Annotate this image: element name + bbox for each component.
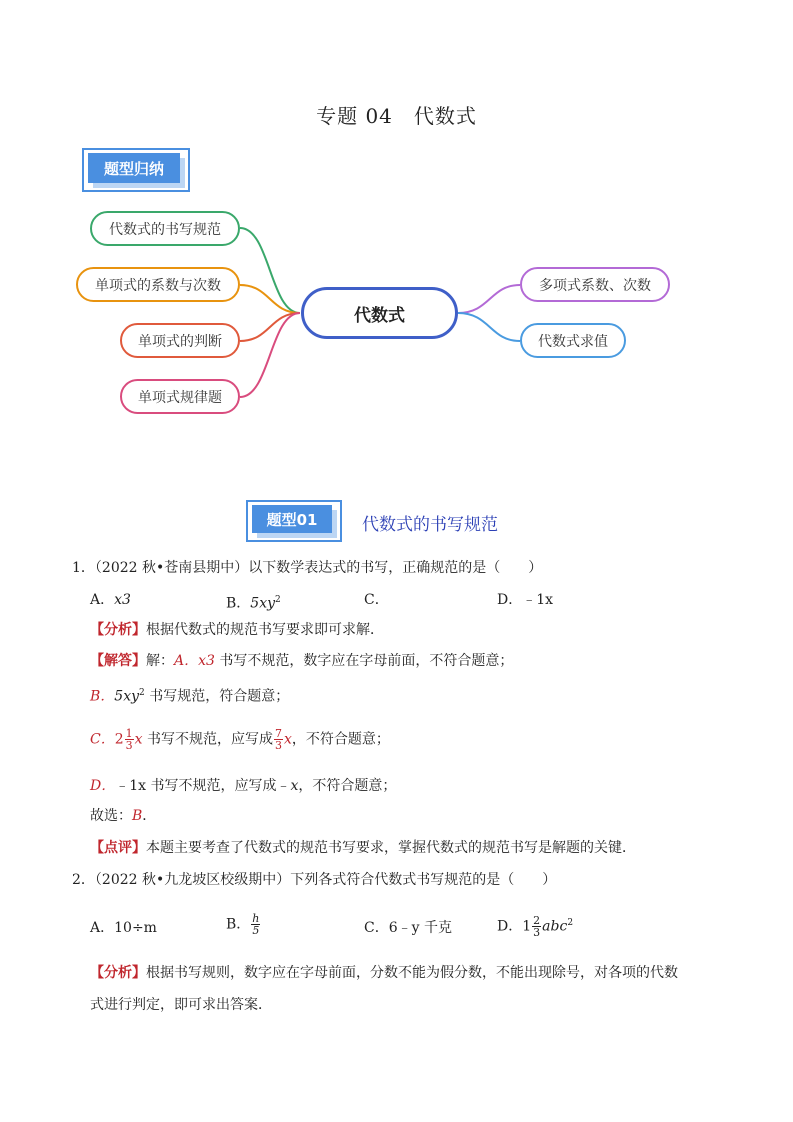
option-label: D． [497,918,523,935]
connector-right-2 [458,313,520,341]
choose-label: 故选： [90,808,132,824]
fraction [532,915,541,938]
option-label: A． [90,592,115,608]
mindmap-node-polynomial [520,267,670,302]
answer-option: C． [90,731,115,748]
node-label: 单项式规律题 [138,389,222,406]
fraction [274,728,283,751]
mindmap-center-node [301,287,458,339]
q1-option-a [90,590,131,610]
exponent: 2 [567,918,574,928]
type01-tag-label: 题型01 [266,510,318,529]
node-label: 代数式的书写规范 [109,221,221,238]
analysis-text: 根据书写规则，数字应在字母前面，分数不能为假分数，不能出现除号，对各项的代数 [146,965,678,981]
fraction-numerator: 1 [125,727,133,740]
option-value: x3 [114,592,131,608]
q1-option-d [497,590,553,610]
q1-option-c [364,590,389,610]
q2-option-b [226,913,261,936]
variable: abc [542,918,568,935]
answer-text: 书写不规范，应写成﹣ [146,778,291,794]
mindmap-node-writing-rules [90,211,240,246]
answer-text: ，不符合题意； [291,731,390,748]
comment-text: 本题主要考查了代数式的规范书写要求，掌握代数式的规范书写是解题的关键． [146,840,636,856]
option-label: A． [90,920,115,936]
type01-title: 代数式的书写规范 [362,515,498,535]
fraction-numerator: h [252,912,260,925]
node-label: 代数式求值 [538,333,608,350]
analysis-tag: 【分析】 [90,965,146,981]
q2-option-a [90,918,157,938]
mixed-whole: 1 [522,918,532,935]
option-label: C． [364,592,389,608]
fraction-denominator: 5 [252,924,260,937]
option-label: B． [226,595,251,612]
exponent: 2 [275,595,281,605]
answer-option: D． [90,778,116,794]
answer-text: ，不符合题意； [298,778,397,794]
variable: x [284,731,292,748]
option-label: C． [364,920,389,936]
q2-stem: 2．（2022 秋•九龙坡区校级期中）下列各式符合代数式书写规范的是（ ） [72,872,557,888]
answer-text: 书写不规范，数字应在字母前面，不符合题意； [214,653,514,669]
mindmap-node-evaluate [520,323,626,358]
option-label: B． [226,916,251,933]
option-value: 5xy [250,595,276,612]
q1-answer-a [90,651,513,671]
fraction [125,728,134,751]
answer-prefix: 解： [146,653,174,669]
fraction-denominator: 3 [275,739,282,752]
q2-option-c [364,918,452,938]
choose-end: ． [142,808,157,824]
option-label: D． [497,592,523,608]
type01-tag [252,505,332,533]
analysis-text: 根据代数式的规范书写要求即可求解． [146,622,384,638]
q1-option-b [226,590,281,614]
fraction-numerator: 2 [533,914,541,928]
answer-option: A．x3 [174,653,215,669]
answer-text: 书写不规范，应写成 [142,731,273,748]
choose-value: B [132,808,143,824]
q2-analysis-1 [90,963,678,983]
q1-answer-d [90,776,396,796]
answer-expr: 5xy [114,688,140,705]
mindmap-node-monomial-coefficient [76,267,240,302]
q1-answer-c [90,728,390,751]
fraction-denominator: 3 [533,926,541,940]
option-value: 6﹣y 千克 [388,920,452,936]
q1-analysis [90,620,384,640]
connector-left-3 [240,313,300,341]
q1-comment [90,838,636,858]
mindmap-center-label: 代数式 [354,305,405,326]
fraction [251,913,260,936]
mindmap-node-monomial-pattern [120,379,240,414]
q1-answer-b [90,683,289,707]
analysis-tag: 【分析】 [90,622,146,638]
mixed-whole: 2 [114,731,124,748]
fraction-numerator: 7 [275,727,282,740]
q2-analysis-2: 式进行判定，即可求出答案． [90,997,272,1013]
variable: x [290,778,299,794]
node-label: 多项式系数、次数 [539,277,651,294]
q2-option-d [497,913,573,938]
exponent: 2 [139,688,145,698]
answer-expr: ﹣1x [115,778,147,794]
q1-choose [90,806,156,826]
answer-tag: 【解答】 [90,653,146,669]
option-value: ﹣1x [522,592,554,608]
page-title: 专题 04 代数式 [316,104,477,128]
node-label: 单项式的系数与次数 [95,277,221,294]
answer-option: B． [90,688,115,705]
q1-stem: 1．（2022 秋•苍南县期中）以下数学表达式的书写，正确规范的是（ ） [72,560,543,576]
section-tag-label: 题型归纳 [103,159,164,178]
fraction-denominator: 3 [125,739,133,752]
answer-text: 书写规范，符合题意； [144,688,290,705]
variable: x [134,731,143,748]
connector-right-1 [458,285,520,313]
option-value: 10÷m [114,920,157,936]
comment-tag: 【点评】 [90,840,146,856]
node-label: 单项式的判断 [138,333,222,350]
mindmap-node-monomial-judgement [120,323,240,358]
connector-left-4 [240,313,300,397]
